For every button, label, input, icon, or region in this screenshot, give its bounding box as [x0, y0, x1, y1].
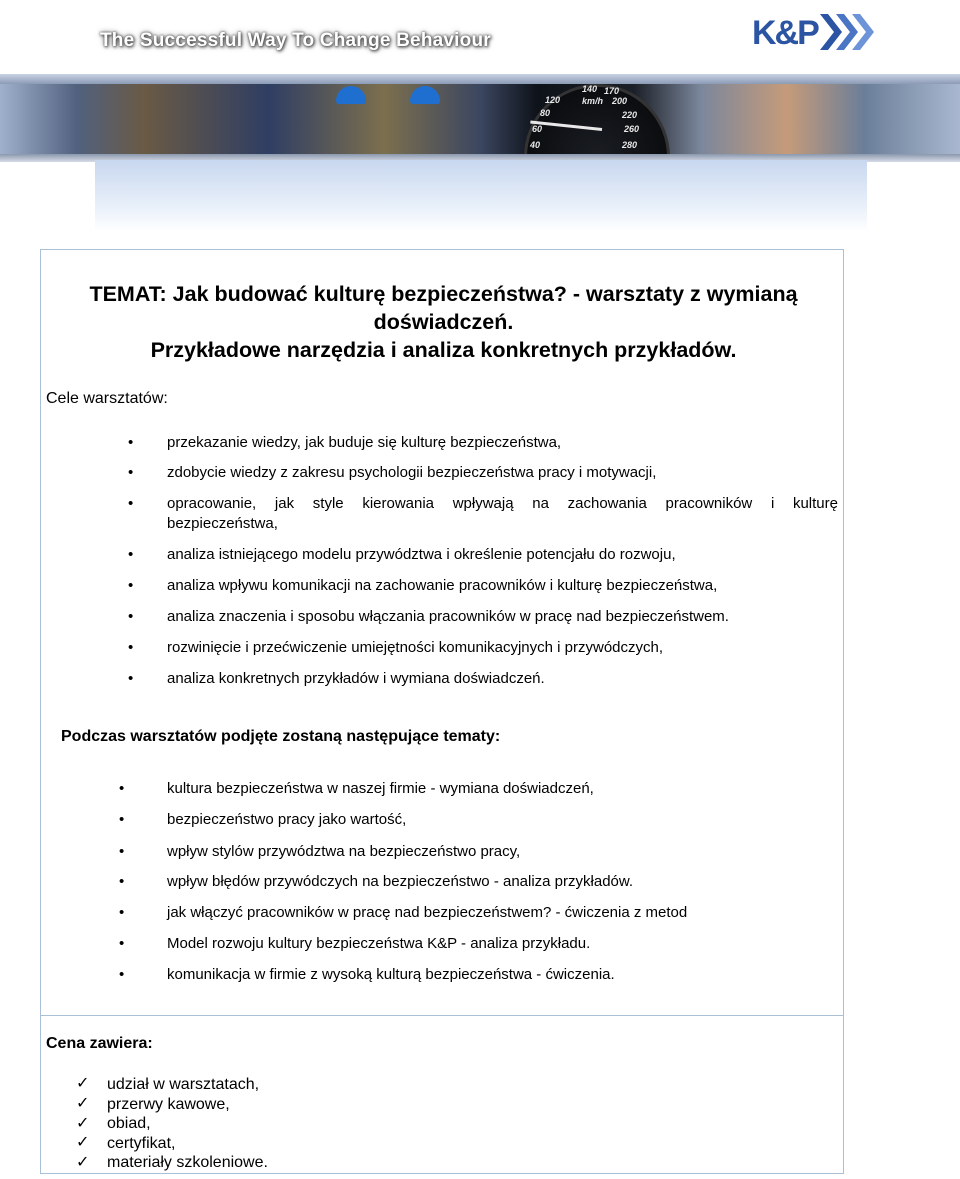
list-item-text: opracowanie, jak style kierowania wpływają na zachowania pracowników i kulturę: [167, 495, 838, 512]
checkmark-icon: ✓: [76, 1134, 90, 1151]
list-item: [128, 607, 729, 627]
title-line: doświadczeń.: [373, 310, 514, 334]
list-item-text: analiza istniejącego modelu przywództwa i określenie potencjału do rozwoju,: [167, 546, 676, 563]
list-item-text: kultura bezpieczeństwa w naszej firmie - wymiana doświadczeń,: [167, 780, 594, 797]
bullet-icon: •: [128, 495, 134, 512]
list-item-text: przekazanie wiedzy, jak buduje się kulturę bezpieczeństwa,: [167, 434, 562, 451]
title-line: Przykładowe narzędzia i analiza konkretnych przykładów.: [150, 338, 737, 362]
list-item: [128, 638, 664, 658]
bullet-icon: •: [128, 608, 134, 625]
gauge-label: 170: [604, 86, 620, 96]
price-item: udział w warsztatach,: [107, 1076, 260, 1093]
gauge-label: 80: [540, 108, 551, 118]
bullet-icon: •: [119, 966, 125, 983]
bullet-icon: •: [128, 670, 134, 687]
list-item-text: analiza wpływu komunikacji na zachowanie pracowników i kulturę bezpieczeństwa,: [167, 577, 718, 594]
list-item-text: bezpieczeństwa,: [167, 515, 278, 532]
bullet-icon: •: [119, 873, 125, 890]
topics-heading: Podczas warsztatów podjęte zostaną następujące tematy:: [61, 728, 501, 745]
price-item: materiały szkoleniowe.: [107, 1154, 268, 1171]
list-item: [119, 810, 407, 830]
bullet-icon: •: [128, 577, 134, 594]
checkmark-icon: ✓: [76, 1115, 90, 1132]
list-item-text: bezpieczeństwo pracy jako wartość,: [167, 811, 407, 828]
price-item: przerwy kawowe,: [107, 1096, 230, 1113]
logo-arrows-icon: [820, 14, 876, 50]
logo-text: K&P: [752, 14, 818, 52]
header-fade-panel: [95, 160, 867, 232]
bullet-icon: •: [128, 546, 134, 563]
list-item: [119, 903, 688, 923]
header-photo-collage: [0, 84, 960, 156]
gauge-label: 220: [622, 110, 638, 120]
list-item: [119, 842, 521, 862]
list-item: [128, 669, 545, 689]
bullet-icon: •: [128, 434, 134, 451]
list-item: [128, 494, 838, 534]
checkmark-icon: ✓: [76, 1095, 90, 1112]
price-item: certyfikat,: [107, 1135, 176, 1152]
bullet-icon: •: [119, 843, 125, 860]
gauge-label: 280: [622, 140, 638, 150]
kp-logo: [752, 10, 872, 54]
list-item-text: zdobycie wiedzy z zakresu psychologii bezpieczeństwa pracy i motywacji,: [167, 464, 657, 481]
price-heading: Cena zawiera:: [46, 1035, 153, 1052]
gauge-label: 200: [612, 96, 628, 106]
list-item: [119, 872, 634, 892]
list-item-text: wpływ stylów przywództwa na bezpieczeństwo pracy,: [167, 843, 521, 860]
list-item-text: wpływ błędów przywódczych na bezpieczeństwo - analiza przykładów.: [167, 873, 634, 890]
list-item-text: komunikacja w firmie z wysoką kulturą bezpieczeństwa - ćwiczenia.: [167, 966, 615, 983]
title-line: TEMAT: Jak budować kulturę bezpieczeństwa? - warsztaty z wymianą: [89, 282, 798, 306]
bullet-icon: •: [128, 639, 134, 656]
bullet-icon: •: [119, 935, 125, 952]
goals-heading: Cele warsztatów:: [46, 390, 168, 407]
bullet-icon: •: [128, 464, 134, 481]
list-item: [119, 779, 594, 799]
gauge-label: 60: [532, 124, 543, 134]
gauge-label: 40: [530, 140, 541, 150]
gauge-label: 140: [582, 84, 598, 94]
checkmark-icon: ✓: [76, 1075, 90, 1092]
checkmark-icon: ✓: [76, 1154, 90, 1171]
gauge-label: 260: [624, 124, 640, 134]
list-item: [128, 576, 718, 596]
page-title: [46, 280, 841, 364]
list-item: [119, 965, 615, 985]
list-item-text: analiza konkretnych przykładów i wymiana doświadczeń.: [167, 670, 545, 687]
gauge-label: km/h: [582, 96, 604, 106]
list-item-text: rozwinięcie i przećwiczenie umiejętności komunikacyjnych i przywódczych,: [167, 639, 664, 656]
bullet-icon: •: [119, 904, 125, 921]
page-header: [0, 0, 960, 240]
gauge-label: 120: [545, 95, 561, 105]
list-item: [128, 545, 676, 565]
list-item: [128, 463, 657, 483]
list-item-text: Model rozwoju kultury bezpieczeństwa K&P - analiza przykładu.: [167, 935, 591, 952]
bullet-icon: •: [119, 811, 125, 828]
list-item-text: jak włączyć pracowników w pracę nad bezpieczeństwem? - ćwiczenia z metod: [167, 904, 688, 921]
content-frame: [40, 249, 844, 1016]
tagline: The Successful Way To Change Behaviour: [100, 30, 491, 51]
price-item: obiad,: [107, 1115, 151, 1132]
list-item-text: analiza znaczenia i sposobu włączania pracowników w pracę nad bezpieczeństwem.: [167, 608, 729, 625]
bullet-icon: •: [119, 780, 125, 797]
list-item: [128, 433, 562, 453]
list-item: [119, 934, 591, 954]
